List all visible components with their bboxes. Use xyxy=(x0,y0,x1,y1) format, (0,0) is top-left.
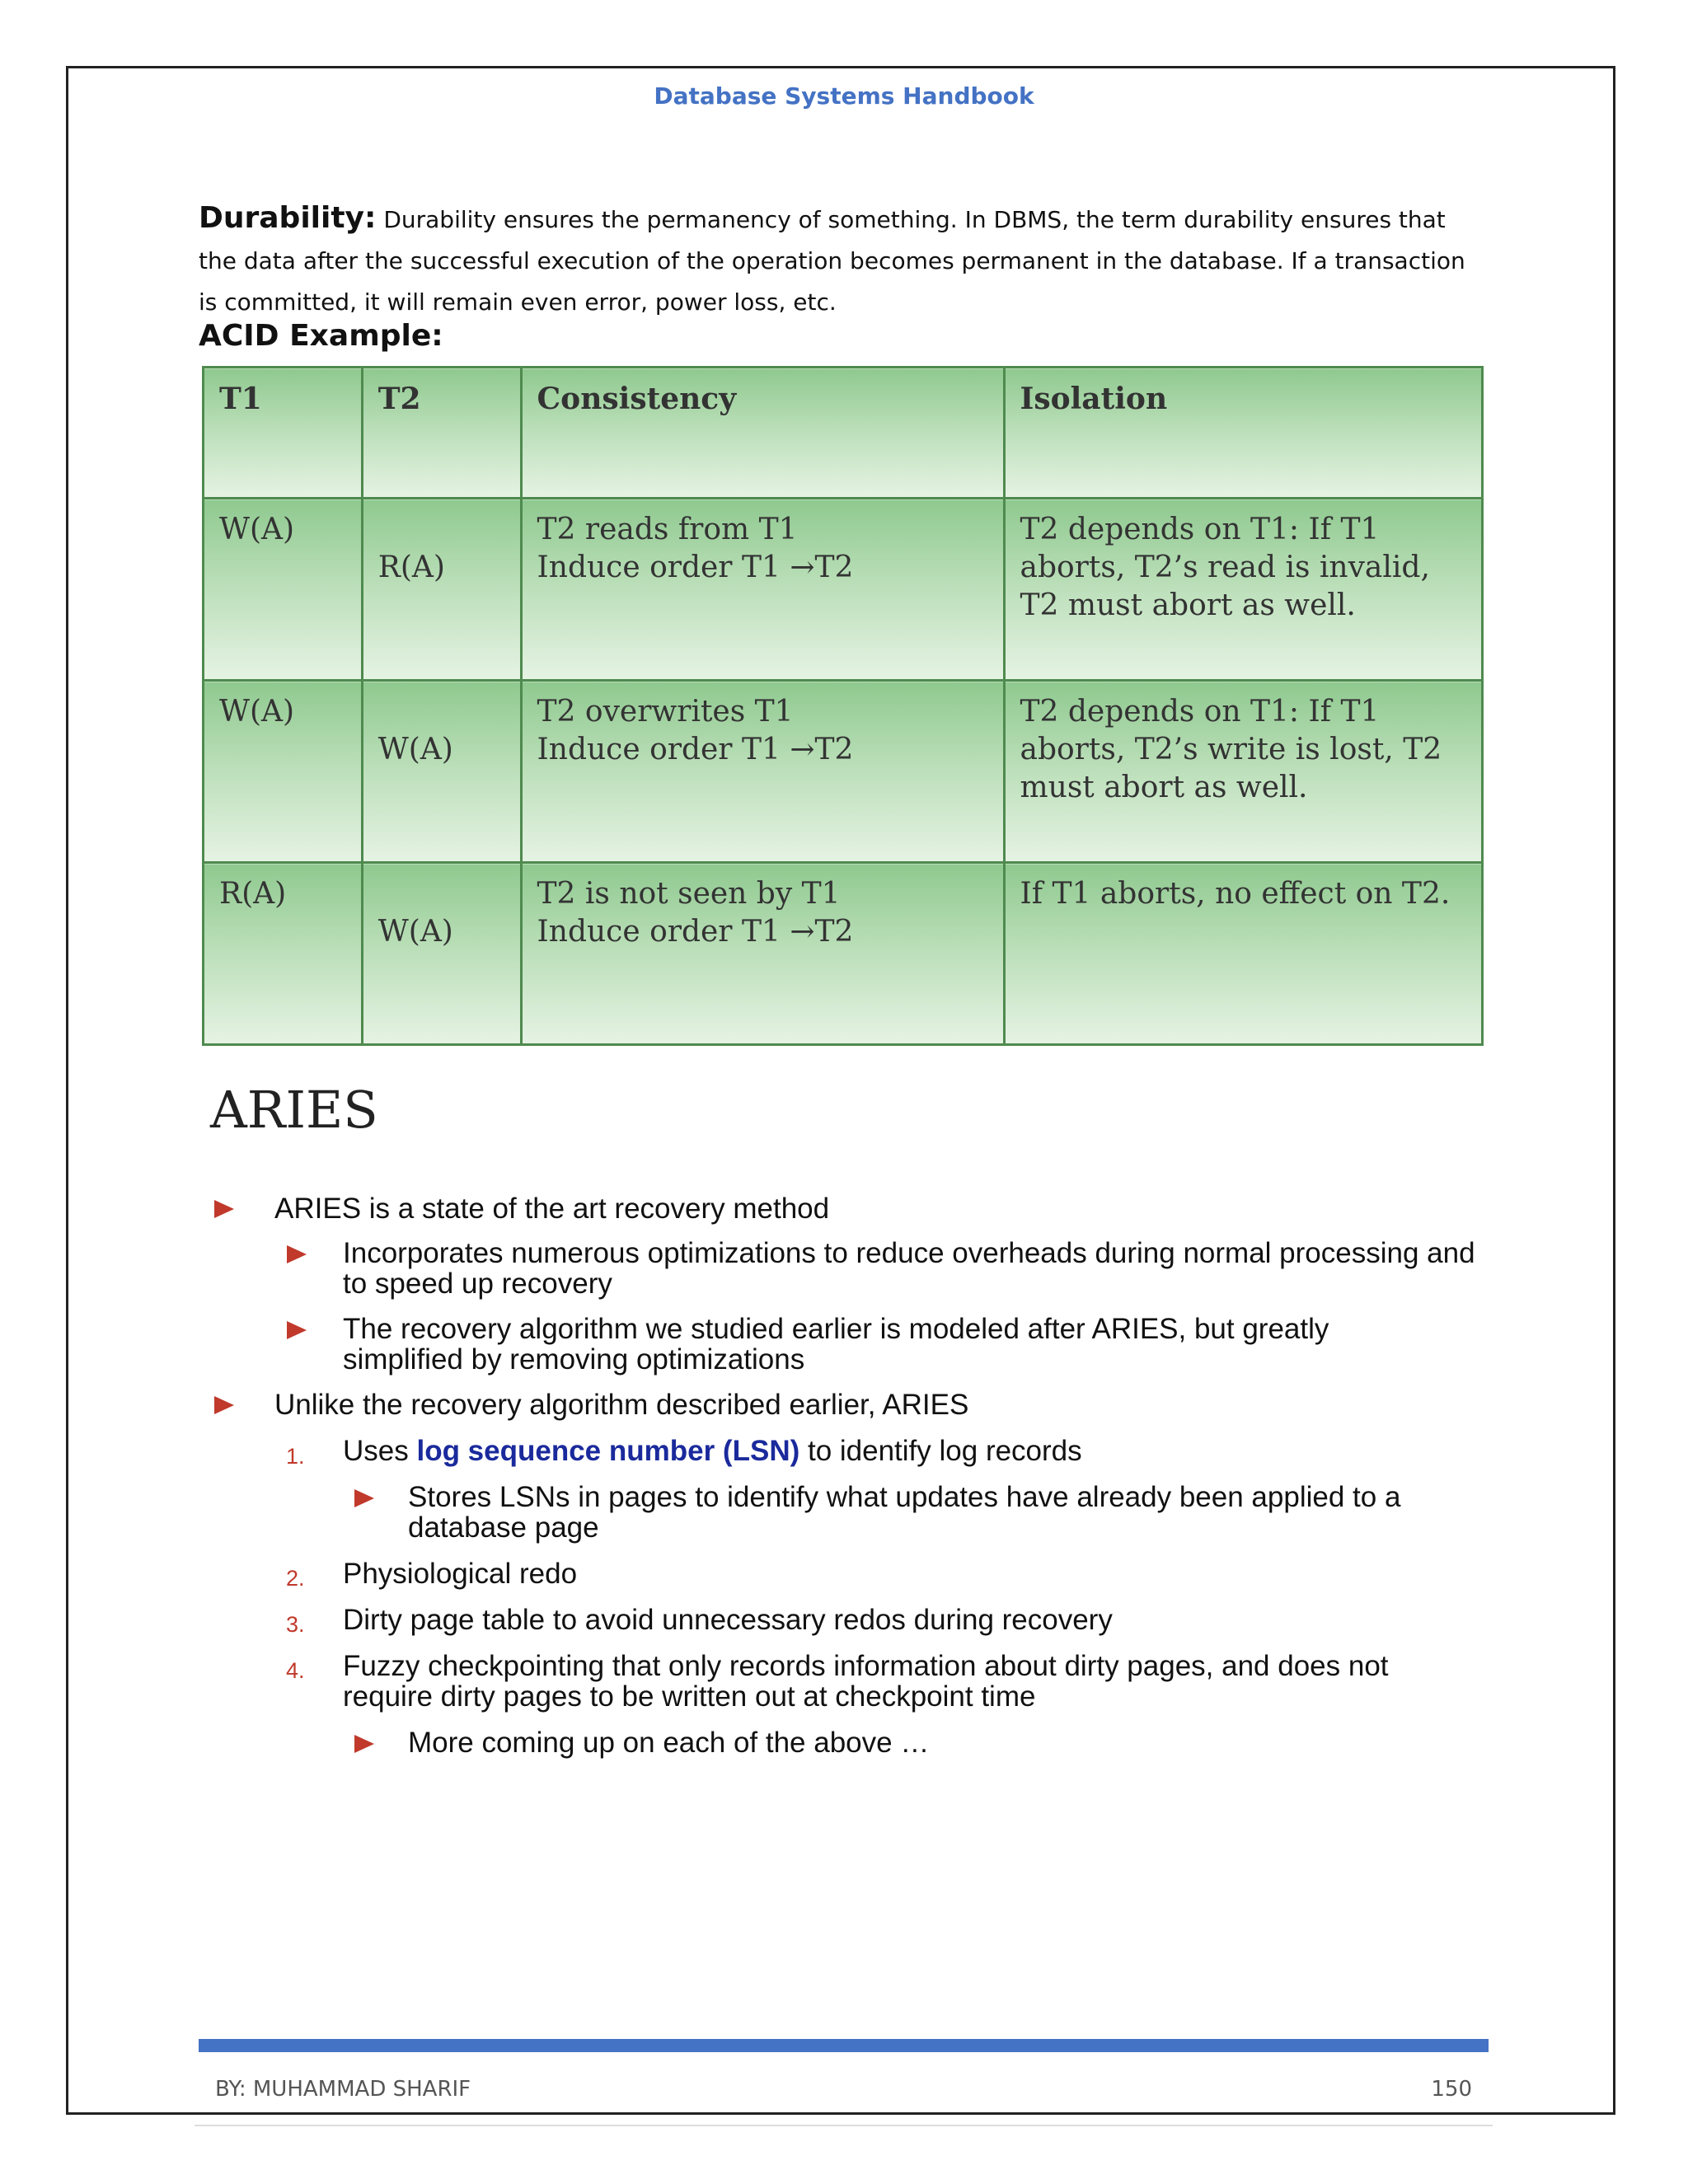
cell-isolation: T2 depends on T1: If T1 aborts, T2’s write is lost, T2 must abort as well. xyxy=(1004,681,1483,863)
list-number: 2. xyxy=(286,1566,305,1591)
header-t1: T1 xyxy=(204,368,363,499)
item-fuzzy-checkpointing: Fuzzy checkpointing that only records information about dirty pages, and does not require dirty pages to be written out at checkpoint time xyxy=(343,1650,1389,1713)
bullet-optimizations: Incorporates numerous optimizations to reduce overheads during normal processing and to speed up recovery xyxy=(343,1237,1475,1300)
acid-example-heading: ACID Example: xyxy=(199,319,443,353)
bullet-arrow-icon xyxy=(214,1396,234,1414)
bullet-modeled-after: The recovery algorithm we studied earlier is modeled after ARIES, but greatly simplified by removing optimizations xyxy=(343,1313,1329,1376)
header-consistency: Consistency xyxy=(521,368,1004,499)
cell-t1: W(A) xyxy=(204,681,363,863)
t2-operation: R(A) xyxy=(377,551,445,584)
bullet-more-coming: More coming up on each of the above … xyxy=(408,1727,930,1759)
list-number: 1. xyxy=(286,1444,305,1469)
bullet-arrow-icon xyxy=(354,1735,374,1753)
footer-bar xyxy=(199,2039,1489,2052)
header-isolation: Isolation xyxy=(1004,368,1483,499)
cell-t1: W(A) xyxy=(204,499,363,681)
bullet-arrow-icon xyxy=(287,1245,307,1263)
item-dirty-page-table: Dirty page table to avoid unnecessary redos during recovery xyxy=(343,1604,1113,1636)
durability-paragraph xyxy=(199,198,1484,323)
bullet-stores-lsns: Stores LSNs in pages to identify what updates have already been applied to a database page xyxy=(408,1481,1401,1544)
durability-text: Durability ensures the permanency of something. In DBMS, the term durability ensures that the data after the successful execution of the operation becomes permanent in the database. If a transaction is committed, it will remain even error, power loss, etc. xyxy=(199,206,1465,316)
list-number: 4. xyxy=(286,1658,305,1683)
footer-author: BY: MUHAMMAD SHARIF xyxy=(215,2077,471,2102)
list-number: 3. xyxy=(286,1612,305,1637)
cell-isolation: If T1 aborts, no effect on T2. xyxy=(1004,863,1483,1045)
aries-title: ARIES xyxy=(210,1080,378,1140)
t2-operation: W(A) xyxy=(377,733,453,766)
bottom-divider xyxy=(195,2125,1493,2126)
consistency-line: Induce order T1 →T2 xyxy=(537,733,854,766)
table-row xyxy=(204,863,1483,1045)
header-t2: T2 xyxy=(362,368,521,499)
cell-consistency xyxy=(521,863,1004,1045)
consistency-line: T2 overwrites T1 xyxy=(537,695,794,729)
item-lsn-pre: Uses xyxy=(343,1435,417,1467)
cell-t2 xyxy=(362,499,521,681)
table-header-row xyxy=(204,368,1483,499)
page-number: 150 xyxy=(1431,2077,1472,2102)
item-lsn xyxy=(343,1436,1497,1466)
bullet-arrow-icon xyxy=(354,1489,374,1507)
bullet-arrow-icon xyxy=(214,1200,234,1218)
table-row xyxy=(204,499,1483,681)
consistency-line: Induce order T1 →T2 xyxy=(537,551,854,584)
t2-operation: W(A) xyxy=(377,915,453,949)
lsn-highlight: log sequence number (LSN) xyxy=(416,1435,800,1467)
consistency-line: Induce order T1 →T2 xyxy=(537,915,854,949)
cell-t2 xyxy=(362,681,521,863)
cell-t2 xyxy=(362,863,521,1045)
consistency-line: T2 reads from T1 xyxy=(537,513,798,546)
item-lsn-post: to identify log records xyxy=(799,1435,1082,1467)
bullet-aries-method: ARIES is a state of the art recovery method xyxy=(274,1193,830,1225)
durability-term: Durability: xyxy=(199,201,377,235)
bullet-unlike: Unlike the recovery algorithm described earlier, ARIES xyxy=(274,1389,969,1421)
cell-consistency xyxy=(521,681,1004,863)
table-row xyxy=(204,681,1483,863)
bullet-arrow-icon xyxy=(287,1321,307,1339)
item-physiological-redo: Physiological redo xyxy=(343,1558,578,1590)
cell-consistency xyxy=(521,499,1004,681)
consistency-line: T2 is not seen by T1 xyxy=(537,877,841,911)
acid-example-table xyxy=(202,366,1484,1046)
running-header: Database Systems Handbook xyxy=(654,82,1034,110)
cell-isolation: T2 depends on T1: If T1 aborts, T2’s read is invalid, T2 must abort as well. xyxy=(1004,499,1483,681)
cell-t1: R(A) xyxy=(204,863,363,1045)
